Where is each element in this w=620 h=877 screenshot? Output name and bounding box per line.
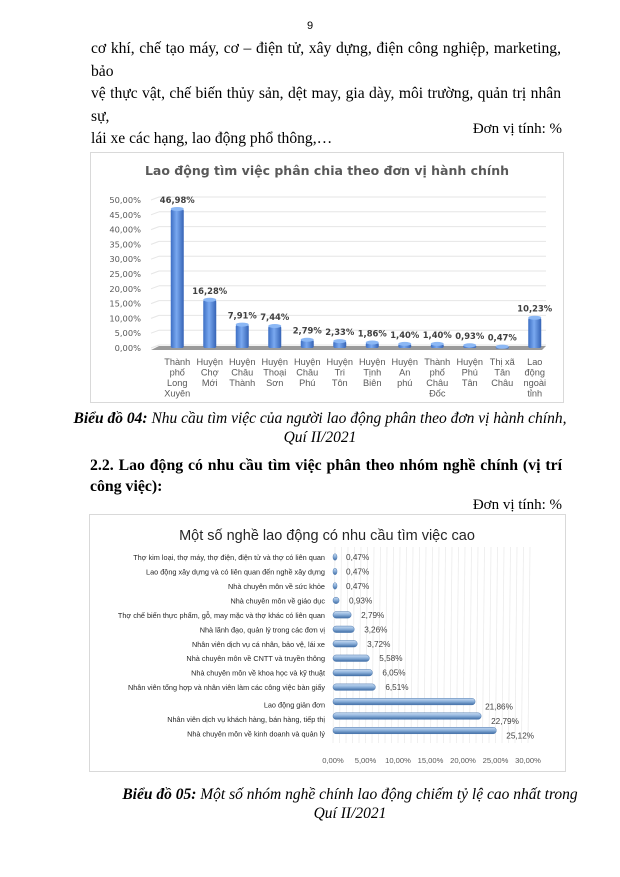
bar xyxy=(333,698,475,705)
bar xyxy=(333,554,337,561)
x-tick-label: Tôn xyxy=(331,378,348,388)
x-tick-label: Huyện xyxy=(391,357,419,367)
x-tick-label: Xuyên xyxy=(164,388,191,399)
chart-title: Lao động tìm việc phân chia theo đơn vị hành chính xyxy=(144,163,510,178)
data-label: 1,40% xyxy=(422,329,452,340)
gridline xyxy=(496,547,498,743)
paragraph-line: cơ khí, chế tạo máy, cơ – điện tử, xây dựng, điện công nghiệp, marketing, bảo xyxy=(91,40,561,80)
data-label: 7,44% xyxy=(260,311,290,322)
x-tick-label: Huyện xyxy=(326,357,354,367)
x-tick-label: Biên xyxy=(363,378,382,388)
bar xyxy=(333,626,354,633)
x-tick-label: Châu xyxy=(296,367,319,378)
section-heading: 2.2. Lao động có nhu cầu tìm việc phân theo nhóm nghề chính (vị trí công việc): xyxy=(90,457,562,495)
y-tick-label: 5,00% xyxy=(114,328,141,339)
data-label: 21,86% xyxy=(485,702,513,712)
y-tick-label: Thợ chế biến thực phẩm, gỗ, may mặc và thợ khác có liên quan xyxy=(117,610,325,620)
x-tick-label: Thành xyxy=(164,357,191,367)
y-tick-label: 10,00% xyxy=(109,313,141,324)
bar-top xyxy=(171,207,184,211)
x-tick-label: 30,00% xyxy=(515,756,541,765)
figure-caption-04 xyxy=(60,409,580,447)
y-tick-label: Thợ kim loại, thợ máy, thợ điện, điện tử và thợ có liên quan xyxy=(133,553,325,562)
x-tick-label: Tri xyxy=(334,367,345,378)
x-tick-label: Mới xyxy=(201,378,218,388)
bar-top xyxy=(236,323,249,327)
caption-prefix: Biểu đồ 04: xyxy=(73,410,148,427)
gridline-depth xyxy=(151,286,159,289)
bar-top xyxy=(301,338,314,342)
x-tick-label: phố xyxy=(429,367,445,378)
bar xyxy=(333,684,375,691)
y-tick-label: Nhân viên dịch vụ khách hàng, bán hàng, tiếp thị xyxy=(167,715,325,725)
data-label: 0,93% xyxy=(455,331,485,342)
bar xyxy=(171,209,184,348)
bar xyxy=(333,612,351,619)
data-label: 1,86% xyxy=(357,328,387,339)
x-tick-label: Huyện xyxy=(456,357,484,367)
page-number: 9 xyxy=(306,20,314,32)
data-label: 0,47% xyxy=(346,567,370,577)
x-tick-label: Lao xyxy=(527,357,543,367)
chart-occupations xyxy=(89,514,566,772)
y-tick-label: 35,00% xyxy=(109,239,141,250)
data-label: 2,79% xyxy=(292,325,322,336)
data-label: 7,91% xyxy=(227,310,257,321)
y-tick-label: Lao động xây dựng và có liên quan đến nghề xây dựng xyxy=(146,567,325,577)
bar xyxy=(333,597,339,604)
y-tick-label: 15,00% xyxy=(109,298,141,309)
bar-top xyxy=(528,316,541,320)
gridline-depth xyxy=(151,330,159,333)
y-tick-label: 30,00% xyxy=(109,254,141,265)
caption-text: Nhu cầu tìm việc của người lao động phân theo đơn vị hành chính, xyxy=(147,410,567,427)
data-label: 6,51% xyxy=(385,683,409,693)
x-tick-label: Long xyxy=(167,378,188,388)
gridline-depth xyxy=(151,227,159,230)
x-tick-label: Huyện xyxy=(196,357,224,367)
y-tick-label: Nhà chuyên môn về giáo dục xyxy=(230,596,325,606)
data-label: 46,98% xyxy=(159,194,195,205)
y-tick-label: 50,00% xyxy=(109,195,141,205)
gridline xyxy=(502,547,504,743)
data-label: 22,79% xyxy=(491,717,519,727)
gridline-depth xyxy=(151,212,159,215)
data-label: 5,58% xyxy=(379,654,403,664)
x-tick-label: An xyxy=(399,367,411,378)
bar xyxy=(203,300,216,348)
chart-occupations-svg xyxy=(90,515,565,771)
chart-title: Một số nghề lao động có nhu cầu tìm việc cao xyxy=(179,528,475,544)
x-tick-label: Phú xyxy=(299,378,316,388)
data-label: 25,12% xyxy=(506,731,535,741)
data-label: 10,23% xyxy=(517,303,553,314)
x-tick-label: ngoài xyxy=(523,378,546,388)
y-tick-label: Nhà chuyên môn về CNTT và truyền thông xyxy=(186,654,325,664)
y-tick-label: Nhà lãnh đạo, quản lý trong các đơn vị xyxy=(199,625,325,635)
bar-top xyxy=(268,324,281,328)
y-tick-label: Lao động giản đơn xyxy=(263,700,325,710)
x-tick-label: Châu xyxy=(231,367,254,378)
bar xyxy=(333,727,496,734)
data-label: 2,33% xyxy=(325,327,355,338)
unit-label: Đơn vị tính: % xyxy=(472,121,562,137)
x-tick-label: Huyện xyxy=(293,357,321,367)
data-label: 1,40% xyxy=(390,329,420,340)
x-tick-label: 15,00% xyxy=(417,756,444,765)
y-tick-label: 20,00% xyxy=(109,283,141,294)
x-tick-label: tỉnh xyxy=(527,388,543,399)
x-tick-label: Đốc xyxy=(429,388,446,399)
data-label: 2,79% xyxy=(361,610,385,620)
x-tick-label: Thành xyxy=(229,378,256,388)
x-tick-label: phú xyxy=(397,378,413,388)
bar-top xyxy=(463,343,476,347)
bar xyxy=(236,325,249,348)
y-tick-label: Nhà chuyên môn về sức khỏe xyxy=(228,581,325,591)
y-tick-label: 40,00% xyxy=(109,224,141,235)
x-tick-label: Huyện xyxy=(261,357,289,367)
gridline xyxy=(528,547,530,743)
y-tick-label: 45,00% xyxy=(109,209,141,220)
y-tick-label: Nhà chuyên môn về kinh doanh và quản lý xyxy=(187,729,325,739)
gridline-depth xyxy=(151,301,159,304)
x-tick-label: phố xyxy=(169,367,185,378)
x-tick-label: Tân xyxy=(494,367,511,378)
paragraph-line: vệ thực vật, chế biến thủy sản, dệt may, gia dày, môi trường, quản trị nhân sự, xyxy=(91,85,561,125)
chart-admin-units-svg xyxy=(91,153,563,402)
caption-prefix: Biểu đồ 05: xyxy=(122,786,197,803)
data-label: 3,72% xyxy=(367,639,391,649)
x-tick-label: Tịnh xyxy=(363,367,382,378)
caption-text: Một số nhóm nghề chính lao động chiếm tỷ lệ cao nhất trong xyxy=(196,786,578,803)
y-tick-label: 0,00% xyxy=(114,343,141,353)
gridline-depth xyxy=(151,197,159,200)
chart-admin-units xyxy=(90,152,564,403)
data-label: 0,47% xyxy=(346,581,370,591)
bar xyxy=(333,713,481,720)
bar-top xyxy=(366,340,379,344)
data-label: 0,47% xyxy=(487,332,517,343)
x-tick-label: 25,00% xyxy=(482,756,509,765)
x-tick-label: 20,00% xyxy=(450,756,476,765)
data-label: 16,28% xyxy=(192,285,228,296)
caption-line2: Quí II/2021 xyxy=(313,805,387,822)
bar xyxy=(333,669,372,676)
x-tick-label: động xyxy=(524,367,545,378)
x-tick-label: Thoại xyxy=(263,367,287,378)
y-tick-label: Nhân viên dịch vụ cá nhân, bảo vệ, lái xe xyxy=(191,639,325,649)
paragraph-line: lái xe các hạng, lao động phổ thông,… xyxy=(91,130,333,147)
bar-top xyxy=(431,342,444,346)
bar xyxy=(333,655,369,662)
y-tick-label: Nhân viên tổng hợp và nhân viên làm các công việc bàn giấy xyxy=(127,683,325,693)
x-tick-label: Châu xyxy=(426,378,449,388)
x-tick-label: Châu xyxy=(491,378,514,388)
x-tick-label: 0,00% xyxy=(322,756,344,765)
gridline xyxy=(522,547,524,743)
bar-top xyxy=(496,345,509,349)
gridline xyxy=(515,547,517,743)
gridline xyxy=(483,547,485,743)
caption-line2: Quí II/2021 xyxy=(283,429,357,446)
gridline-depth xyxy=(151,271,159,274)
y-tick-label: Nhà chuyên môn về khoa học và kỹ thuật xyxy=(191,668,325,678)
unit-label: Đơn vị tính: % xyxy=(472,497,562,513)
data-label: 0,47% xyxy=(346,553,370,562)
gridline xyxy=(489,547,491,743)
data-label: 0,93% xyxy=(349,596,373,606)
x-tick-label: 10,00% xyxy=(385,756,411,765)
gridline-depth xyxy=(151,256,159,259)
x-tick-label: Huyện xyxy=(228,357,256,367)
figure-caption-05 xyxy=(80,785,620,823)
x-tick-label: Huyện xyxy=(358,357,386,367)
bar-top xyxy=(333,339,346,343)
x-tick-label: Thành xyxy=(424,357,451,367)
gridline-depth xyxy=(151,241,159,244)
data-label: 6,05% xyxy=(382,668,406,678)
bar xyxy=(333,568,337,575)
bar xyxy=(333,641,357,648)
x-tick-label: Chợ xyxy=(200,367,219,378)
x-tick-label: Tân xyxy=(461,378,478,388)
bar xyxy=(528,318,541,348)
x-tick-label: Phú xyxy=(461,367,478,378)
y-tick-label: 25,00% xyxy=(109,269,141,279)
x-tick-label: Sơn xyxy=(266,378,284,388)
data-label: 3,26% xyxy=(364,625,388,635)
bar-top xyxy=(203,298,216,302)
bar-top xyxy=(398,342,411,346)
gridline-depth xyxy=(151,315,159,318)
x-tick-label: 5,00% xyxy=(354,756,377,765)
bar xyxy=(268,326,281,348)
gridline xyxy=(509,547,511,743)
bar xyxy=(333,583,337,590)
x-tick-label: Thị xã xyxy=(489,357,515,367)
